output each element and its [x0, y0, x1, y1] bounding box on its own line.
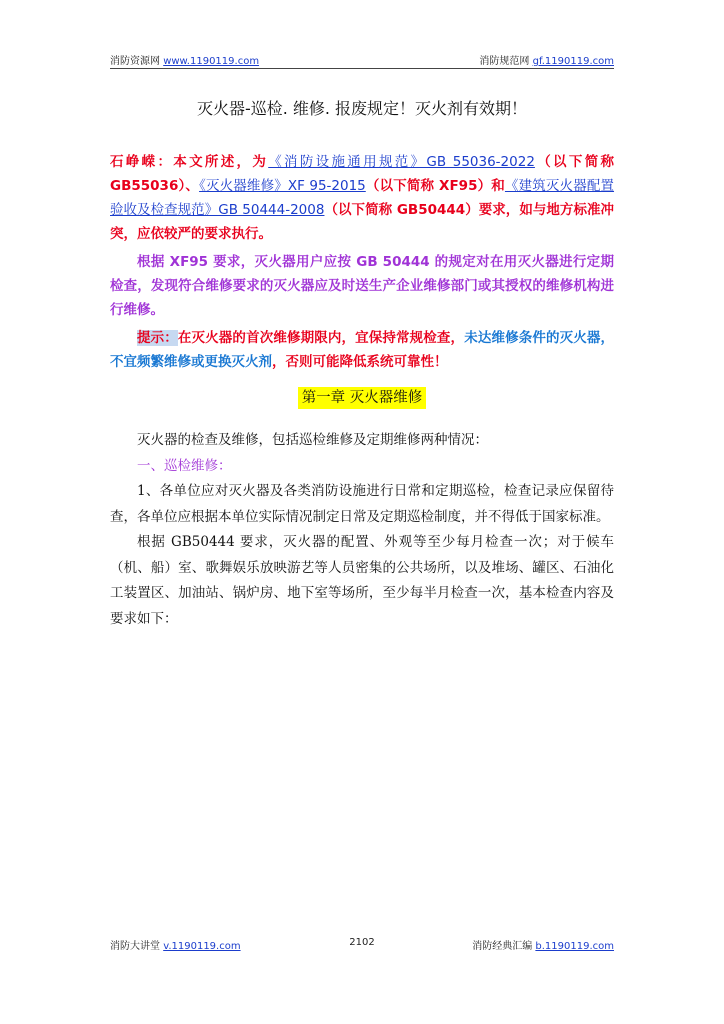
- page-header: [110, 52, 614, 69]
- header-right-label: 消防规范网: [479, 56, 530, 67]
- document-title: 灭火器-巡检. 维修. 报废规定！灭火剂有效期！: [196, 99, 528, 118]
- body-paragraph-1: 灭火器的检查及维修，包括巡检维修及定期维修两种情况：: [137, 432, 488, 448]
- footer-right: [472, 937, 614, 952]
- intro-text: （以下简称 XF95）和: [365, 178, 505, 194]
- intro-paragraph-2: 根据 XF95 要求，灭火器用户应按 GB 50444 的规定对在用灭火器进行定期检查，发现符合维修要求的灭火器应及时送生产企业维修部门或其授权的维修机构进行维修。: [110, 254, 614, 318]
- header-left: [110, 52, 259, 67]
- header-right-link[interactable]: gf.1190119.com: [532, 56, 614, 67]
- tip-label: 提示：: [137, 330, 178, 346]
- intro-text: （以下简称 GB50444）要求，如与地方标准冲突，应依较严的要求执行。: [110, 202, 615, 242]
- section-heading: 一、巡检维修：: [137, 457, 232, 474]
- footer-right-label: 消防经典汇编: [472, 941, 533, 952]
- header-left-link[interactable]: www.1190119.com: [163, 56, 260, 67]
- tip-emphasis: 未达维修条件的灭火器，不宜频繁维修或更换灭火剂: [110, 330, 615, 370]
- tip-text: ，否则可能降低系统可靠性！: [272, 354, 448, 370]
- intro-paragraph-3: [110, 326, 614, 374]
- page-number: 2102: [349, 937, 375, 948]
- ref-link-gb50444[interactable]: 《建筑灭火器配置验收及检查规范》GB 50444-2008: [110, 178, 615, 218]
- intro-block: [110, 150, 614, 378]
- ref-link-xf95[interactable]: 《灭火器维修》XF 95-2015: [199, 178, 366, 194]
- footer-left-link[interactable]: v.1190119.com: [163, 941, 241, 952]
- tip-text: 在灭火器的首次维修期限内，宜保持常规检查，: [177, 330, 465, 346]
- chapter-heading: [0, 386, 724, 407]
- chapter-title: 第一章 灭火器维修: [298, 387, 427, 409]
- footer-left-label: 消防大讲堂: [110, 941, 160, 952]
- intro-text: 本文所述，为: [173, 154, 269, 170]
- footer-right-link[interactable]: b.1190119.com: [535, 941, 614, 952]
- body-text: [110, 428, 614, 632]
- intro-text: （以下简称 GB55036）、: [110, 154, 615, 194]
- ref-link-gb55036[interactable]: 《消防设施通用规范》GB 55036-2022: [268, 154, 535, 170]
- body-paragraph-2: 1、各单位应对灭火器及各类消防设施进行日常和定期巡检，检查记录应保留待查，各单位应根据本单位实际情况制定日常及定期巡检制度，并不得低于国家标准。: [110, 483, 614, 525]
- page-footer: [110, 937, 614, 951]
- header-right: [479, 52, 614, 67]
- body-paragraph-3: 根据 GB50444 要求，灭火器的配置、外观等至少每月检查一次；对于候车（机、船）室、歌舞娱乐放映游艺等人员密集的公共场所，以及堆场、罐区、石油化工装置区、加油站、锅炉房、地下室等场所，至少每半月检查一次，基本检查内容及要求如下：: [110, 534, 614, 627]
- header-left-label: 消防资源网: [110, 56, 160, 67]
- intro-paragraph-1: [110, 150, 614, 246]
- author-label: 石峥嵘：: [110, 154, 174, 170]
